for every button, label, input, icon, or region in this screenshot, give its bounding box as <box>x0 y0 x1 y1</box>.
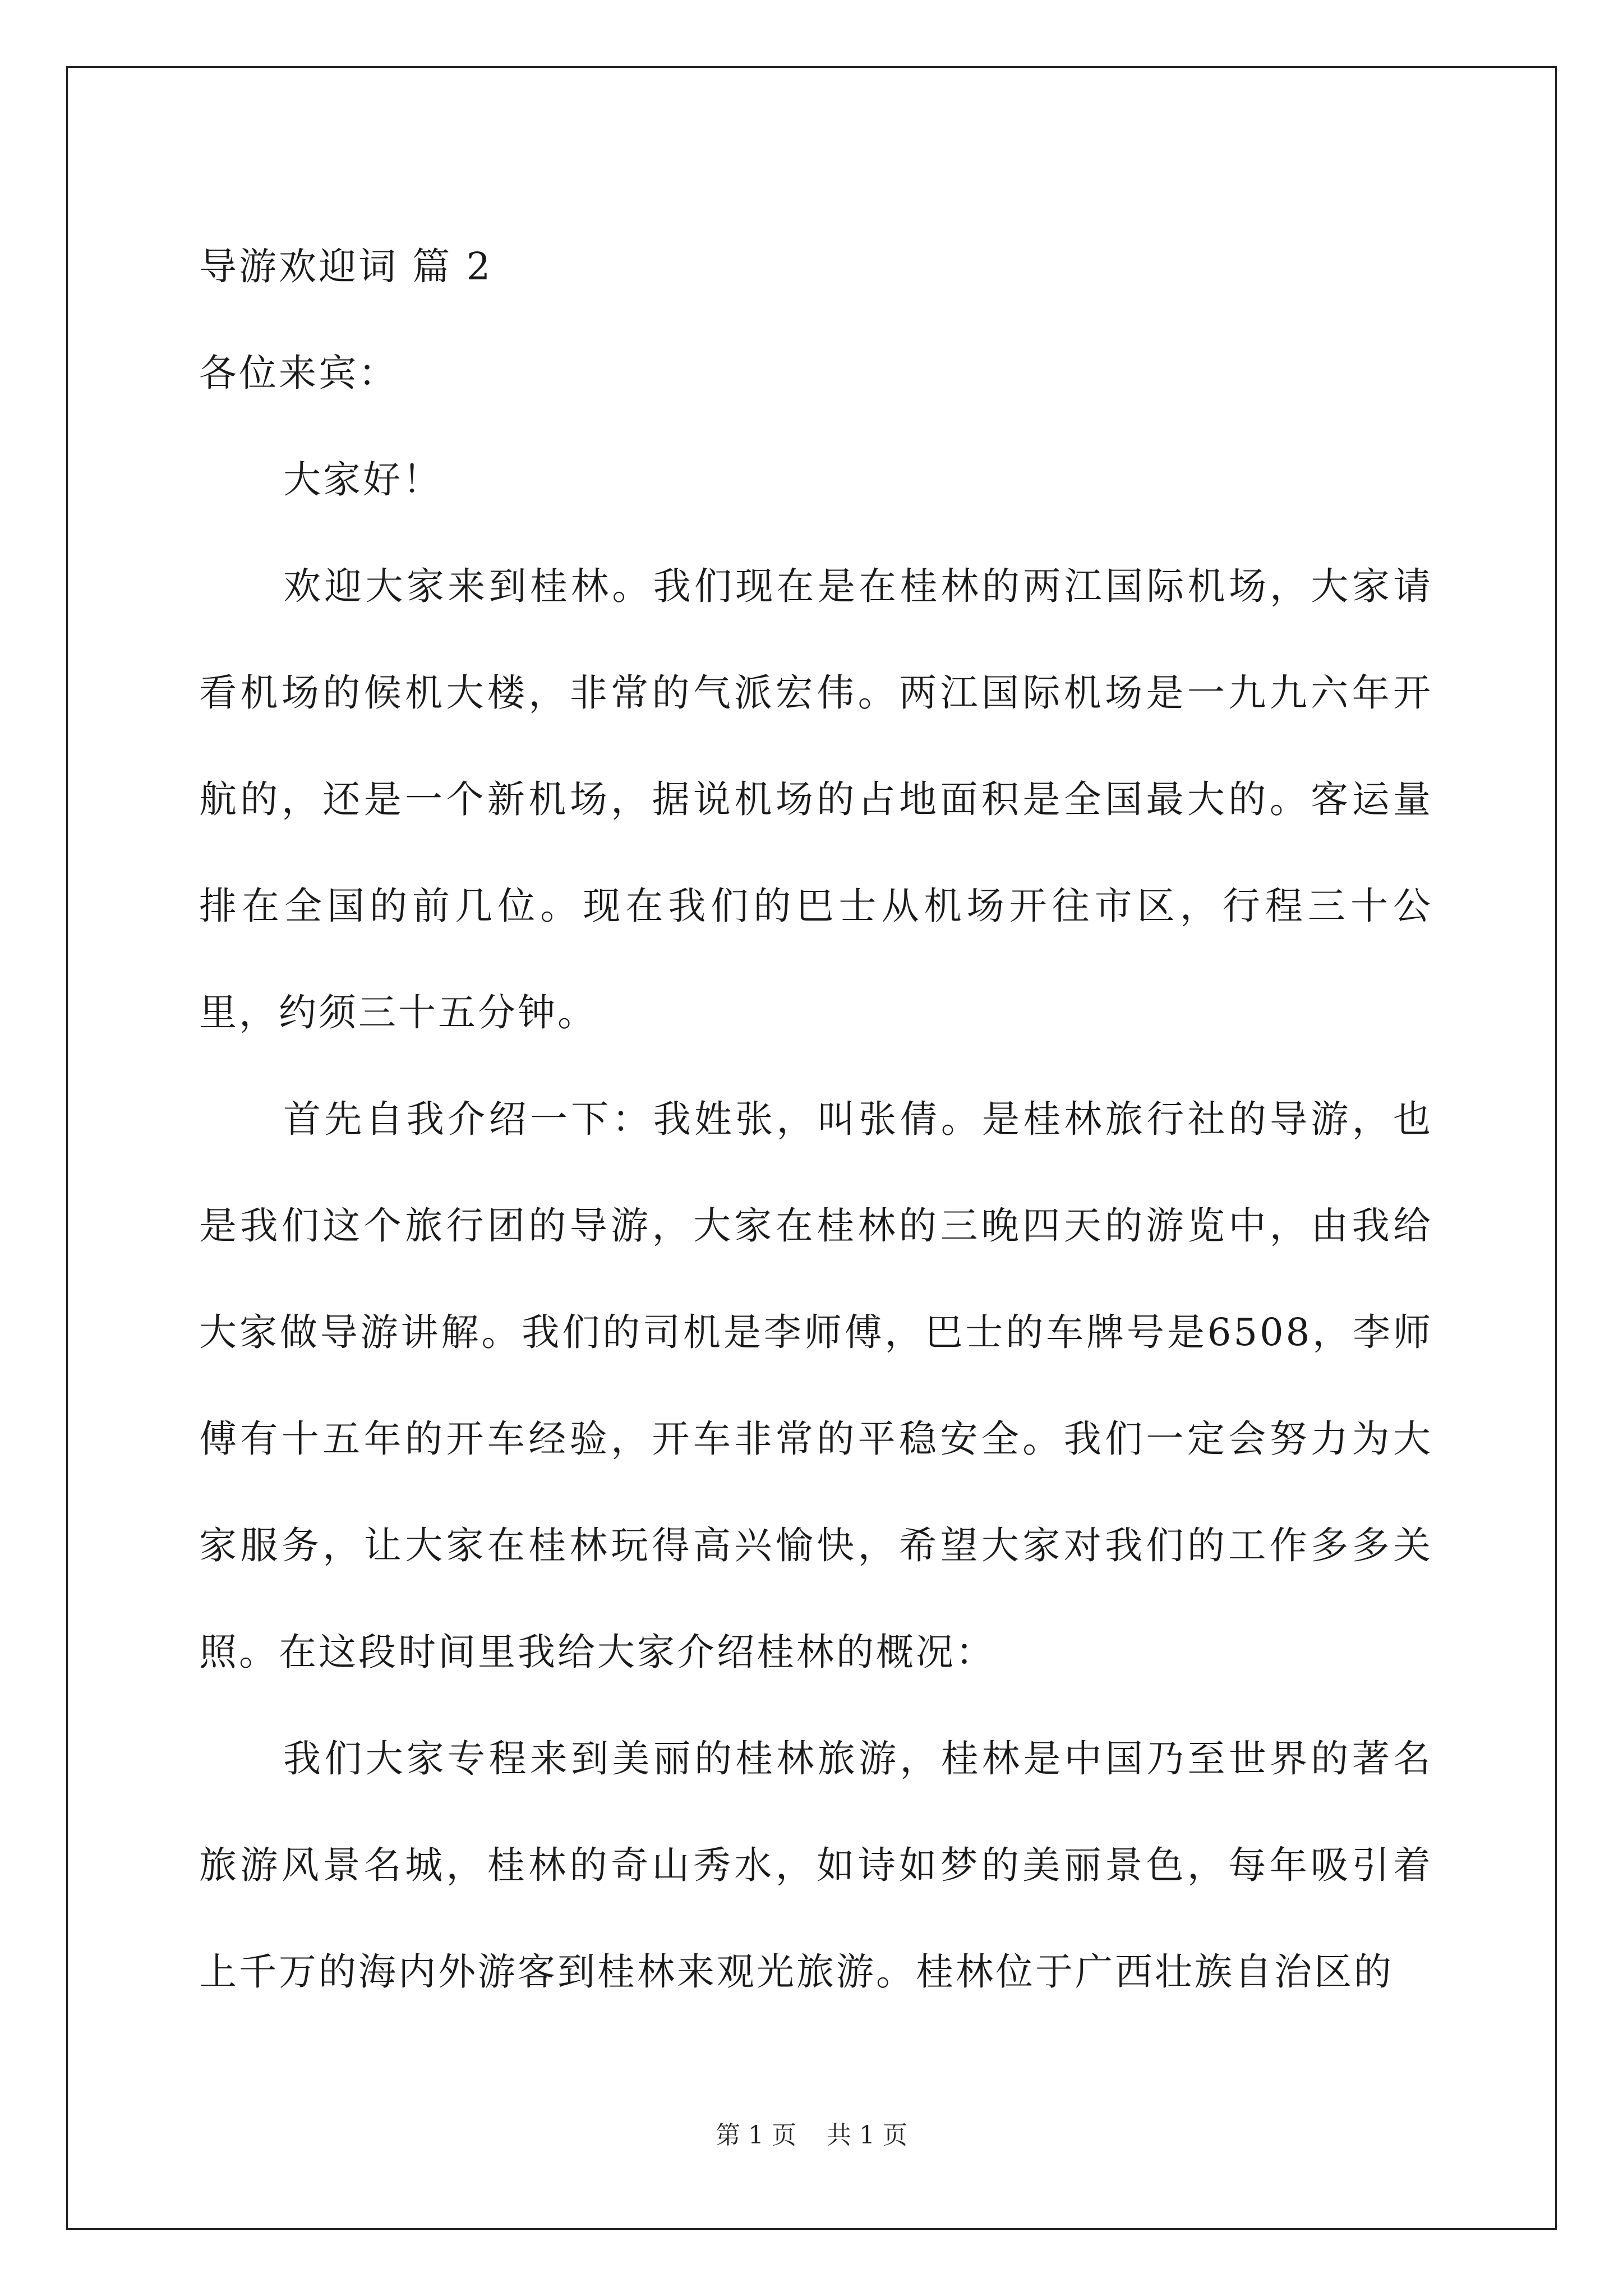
document-body <box>199 213 1433 2025</box>
paragraph-greeting: 大家好！ <box>283 458 442 501</box>
salutation: 各位来宾： <box>199 351 398 395</box>
document-title: 导游欢迎词 篇 2 <box>199 245 493 288</box>
page-number: 第 1 页 <box>716 2121 796 2150</box>
page-footer <box>0 2115 1623 2151</box>
page-total: 共 1 页 <box>827 2121 907 2150</box>
paragraph-guilin-overview: 我们大家专程来到美丽的桂林旅游，桂林是中国乃至世界的著名旅游风景名城，桂林的奇山秀水，如诗如梦的美丽景色，每年吸引着上千万的海内外游客到桂林来观光旅游。桂林位于广西壮族自治区的 <box>199 1737 1433 1994</box>
paragraph-introduction: 首先自我介绍一下：我姓张，叫张倩。是桂林旅行社的导游，也是我们这个旅行团的导游，大家在桂林的三晚四天的游览中，由我给大家做导游讲解。我们的司机是李师傅，巴士的车牌号是6508，李师傅有十五年的开车经验，开车非常的平稳安全。我们一定会努力为大家服务，让大家在桂林玩得高兴愉快，希望大家对我们的工作多多关照。在这段时间里我给大家介绍桂林的概况： <box>199 1097 1433 1674</box>
paragraph-airport: 欢迎大家来到桂林。我们现在是在桂林的两江国际机场，大家请看机场的候机大楼，非常的气派宏伟。两江国际机场是一九九六年开航的，还是一个新机场，据说机场的占地面积是全国最大的。客运量排在全国的前几位。现在我们的巴士从机场开往市区，行程三十公里，约须三十五分钟。 <box>199 564 1433 1034</box>
